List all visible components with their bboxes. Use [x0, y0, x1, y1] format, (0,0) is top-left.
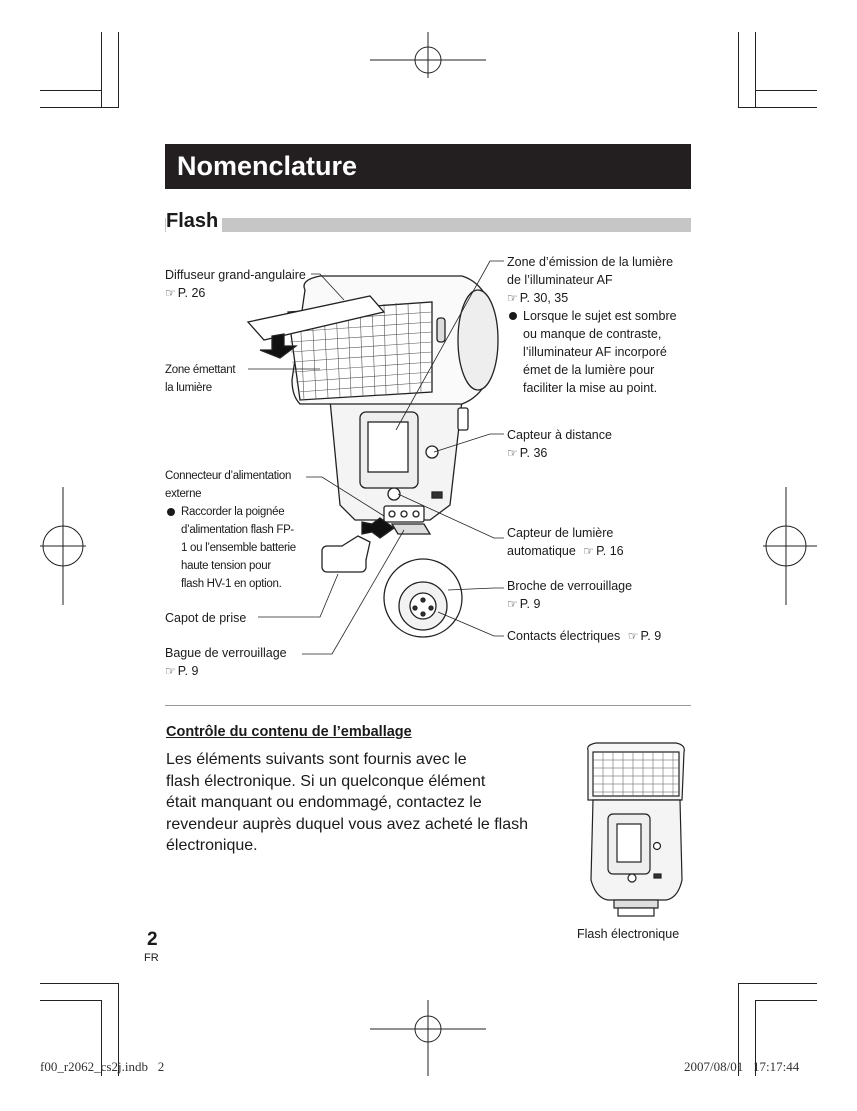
page-reference: ☞ P. 36: [507, 446, 548, 460]
page-reference: ☞ P. 9: [165, 664, 199, 678]
package-heading: Contrôle du contenu de l’emballage: [166, 724, 412, 740]
page-reference: ☞ P. 26: [165, 286, 206, 300]
callout-diffuseur: [165, 266, 306, 302]
section-band: [165, 218, 691, 232]
pointing-hand-icon: ☞: [627, 629, 639, 643]
pointing-hand-icon: ☞: [507, 291, 518, 305]
pointing-hand-icon: ☞: [165, 286, 176, 300]
pointing-hand-icon: ☞: [507, 446, 518, 460]
page-title: Nomenclature: [165, 144, 691, 189]
pointing-hand-icon: ☞: [583, 544, 595, 558]
footer-file: f00_r2062_cs2j.indb 2: [40, 1059, 165, 1074]
callout-broche: Broche de verrouillage ☞ P. 9: [507, 579, 633, 611]
section-title: Flash: [166, 209, 222, 233]
package-flash-illustration: [588, 743, 685, 916]
bullet-dot-icon: [167, 508, 175, 516]
callout-capot: Capot de prise: [165, 611, 247, 625]
callout-zone-emettant: Zone émettant la lumière: [165, 364, 236, 394]
bullet-dot-icon: [509, 312, 517, 320]
callout-contacts: Contacts électriques ☞ P. 9: [507, 629, 662, 643]
page-number: 2: [147, 929, 158, 950]
bullet-note: Raccorder la poignée d’alimentation flash FP- 1 ou l’ensemble batterie haute tension pour flash HV-1 en option.: [165, 503, 296, 593]
figure-caption: Flash électronique: [577, 927, 680, 941]
package-paragraph: Les éléments suivants sont fournis avec le flash électronique. Si un quelconque élément était manquant ou endommagé, contactez le revendeur auprès duquel vous avez acheté le flash électronique.: [166, 751, 529, 854]
bullet-note: Lorsque le sujet est sombre ou manque de contraste, l’illuminateur AF incorporé émet de la lumière pour faciliter la mise au point.: [507, 307, 677, 397]
callout-capteur-distance: Capteur à distance ☞ P. 36: [507, 428, 612, 460]
divider: [165, 705, 691, 706]
callout-zone-af: Zone d’émission de la lumière de l’illuminateur AF ☞ P. 30, 35 Lorsque le sujet est sombre ou manque de contraste, l’illuminateur AF incorporé émet de la lumière pour faciliter la mise au point.: [507, 255, 677, 395]
page-reference: ☞ P. 9: [507, 597, 541, 611]
footer-timestamp: 2007/08/01 17:17:44: [684, 1059, 800, 1074]
callout-connecteur: Connecteur d’alimentation externe Raccorder la poignée d’alimentation flash FP- 1 ou l’ensemble batterie haute tension pour flash HV-1 en option.: [165, 467, 296, 593]
callout-bague: Bague de verrouillage ☞ P. 9: [165, 646, 287, 678]
callout-label: Diffuseur grand-angulaire: [165, 268, 306, 282]
callout-capteur-lumiere: Capteur de lumière automatique ☞ P. 16: [507, 526, 624, 558]
pointing-hand-icon: ☞: [507, 597, 518, 611]
page-reference: ☞ P. 30, 35: [507, 291, 569, 305]
pointing-hand-icon: ☞: [165, 664, 176, 678]
page-language: FR: [144, 952, 159, 964]
